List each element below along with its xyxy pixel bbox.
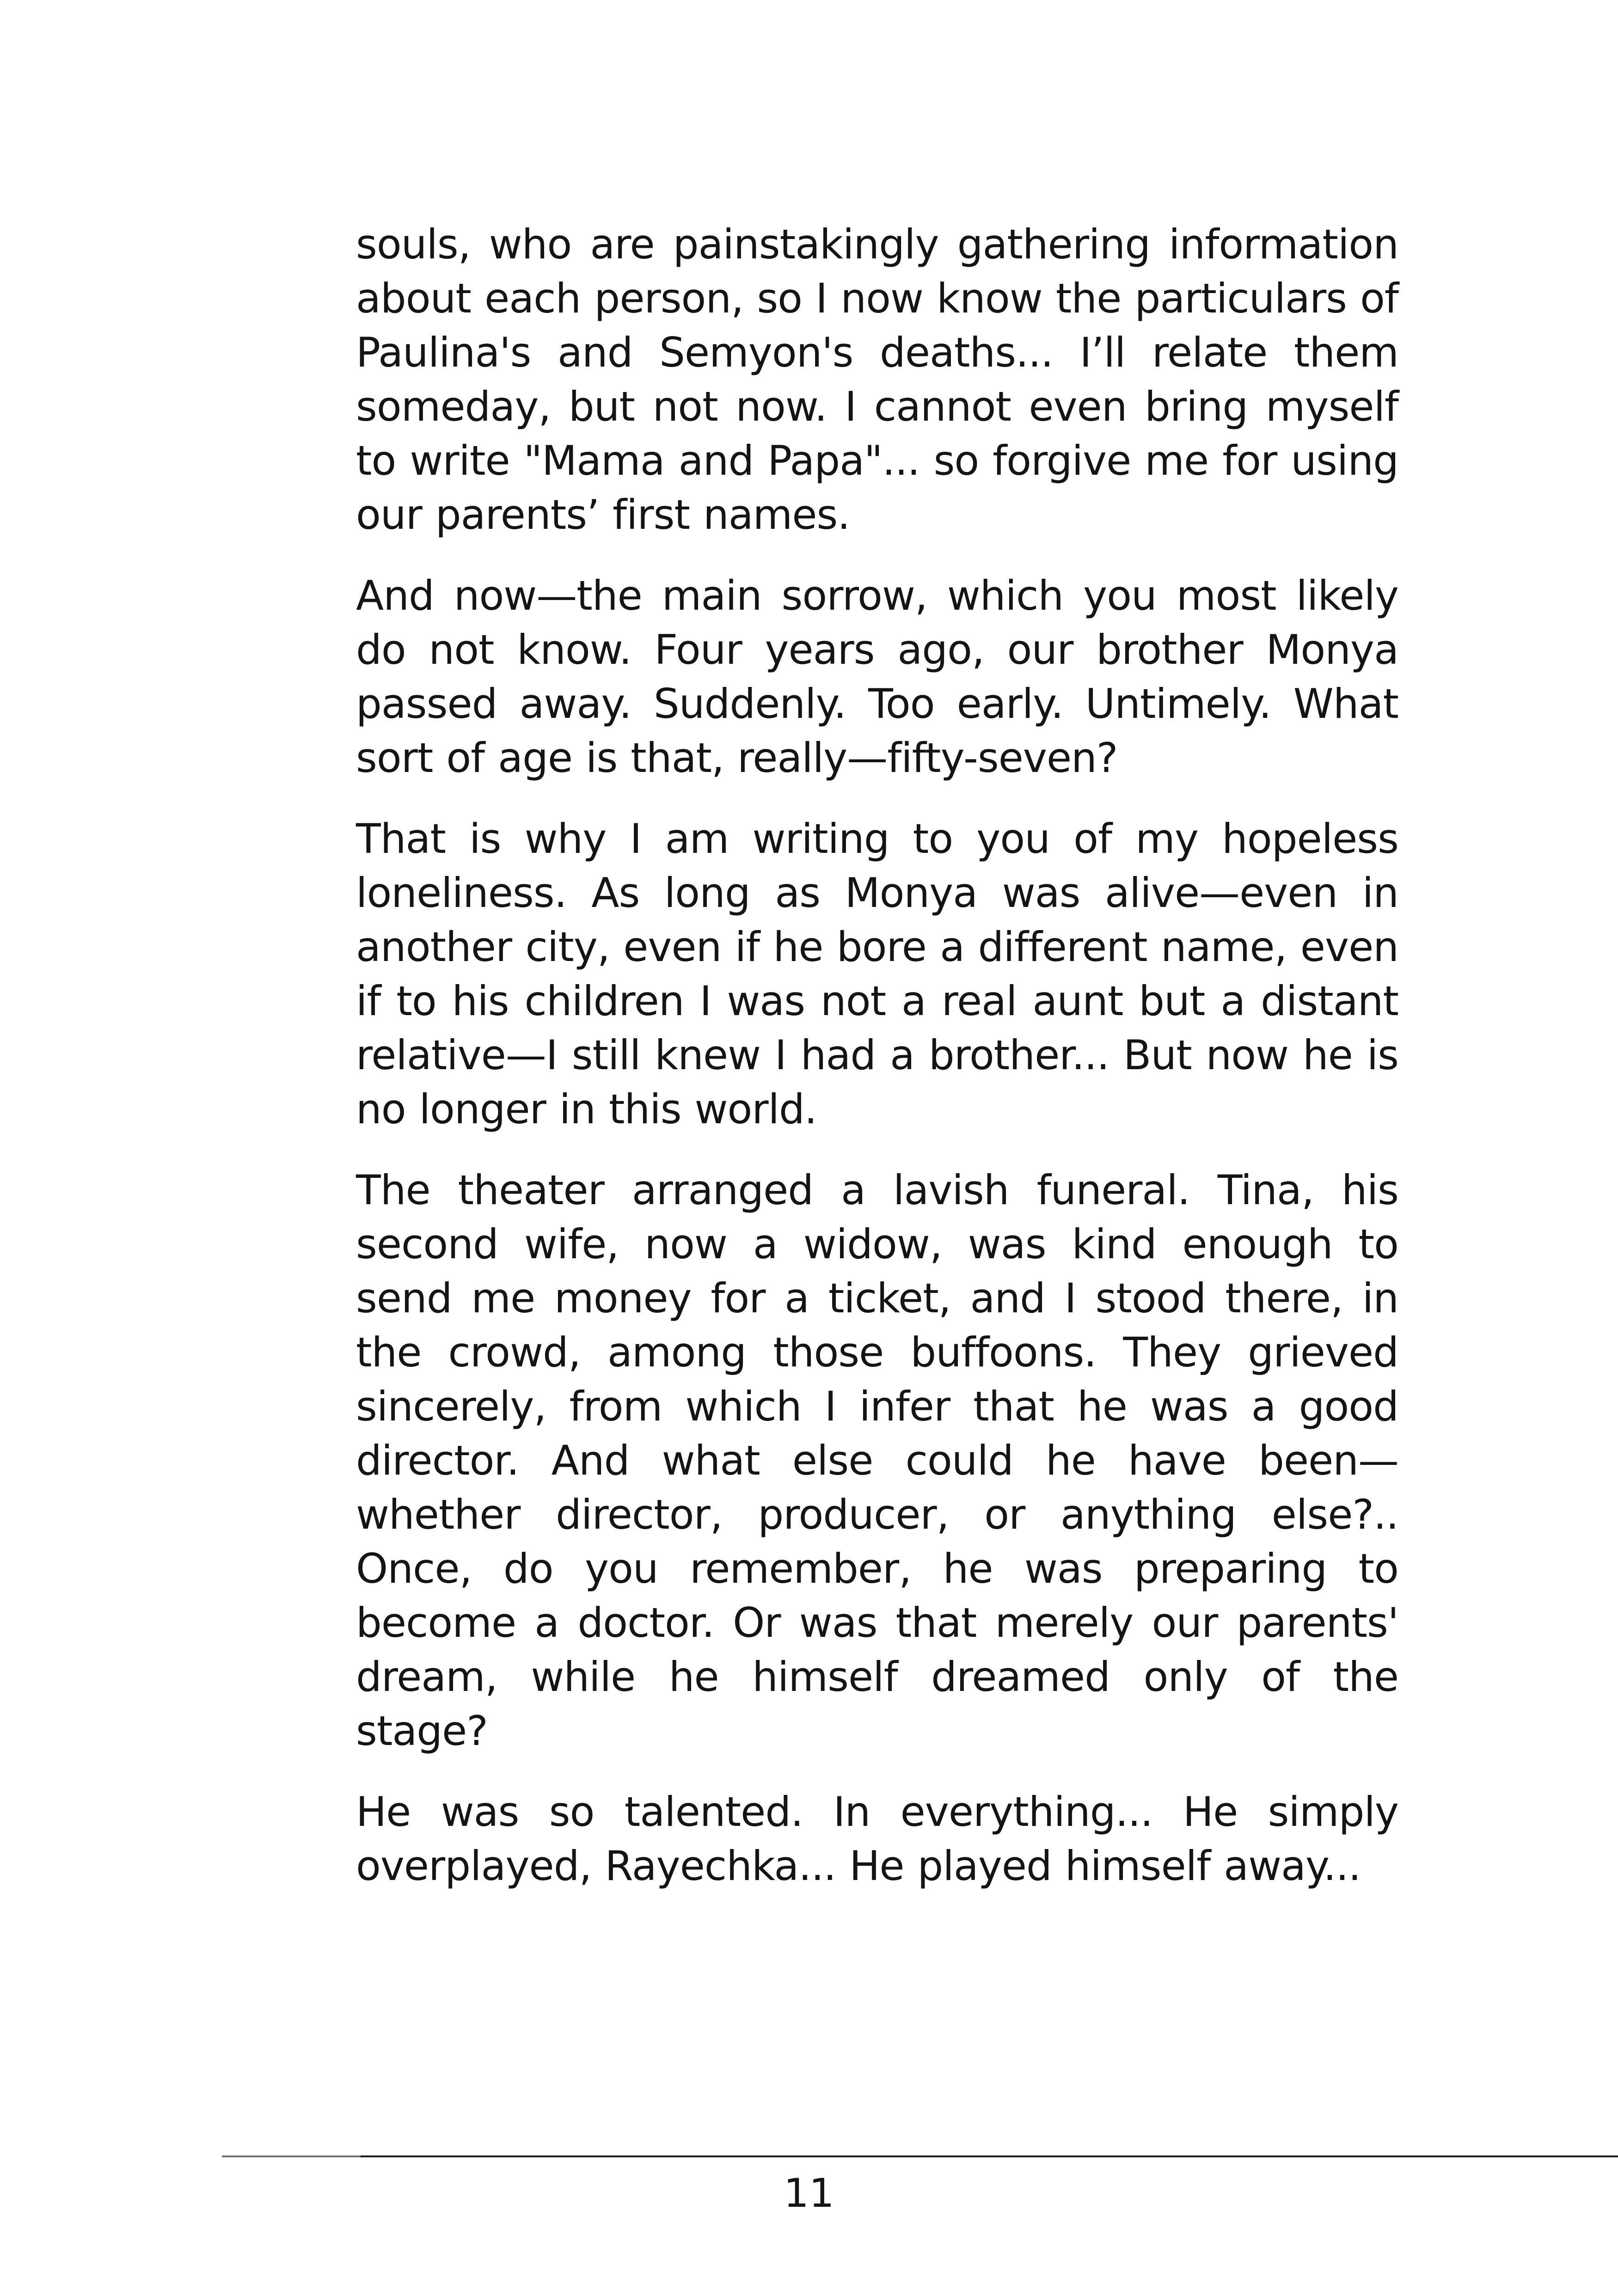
page-body (356, 217, 1398, 1920)
footer-divider (222, 2155, 1618, 2157)
paragraph-2: And now—the main sorrow, which you most likely do not know. Four years ago, our brother Monya passed away. Suddenly. Too early. Untimely. What sort of age is that, really—fifty-seven? (356, 572, 1398, 782)
paragraph-4: The theater arranged a lavish funeral. Tina, his second wife, now a widow, was kind enough to send me money for a ticket, and I stood there, in the crowd, among those buffoons. They grieved sincerely, from which I infer that he was a good director. And what else could he have been—whether director, producer, or anything else?.. Once, do you remember, he was preparing to become a doctor. Or was that merely our parents' dream, while he himself dreamed only of the stage? (356, 1166, 1398, 1755)
paragraph-1: souls, who are painstakingly gathering information about each person, so I now know the particulars of Paulina's and Semyon's deaths... I’ll relate them someday, but not now. I cannot even bring myself to write "Mama and Papa"... so forgive me for using our parents’ first names. (356, 220, 1398, 539)
page-number: 11 (784, 2170, 834, 2216)
paragraph-5: He was so talented. In everything... He simply overplayed, Rayechka... He played himself away... (356, 1788, 1398, 1890)
paragraph-3: That is why I am writing to you of my hopeless loneliness. As long as Monya was alive—even in another city, even if he bore a different name, even if to his children I was not a real aunt but a distant relative—I still knew I had a brother... But now he is no longer in this world. (356, 815, 1398, 1133)
